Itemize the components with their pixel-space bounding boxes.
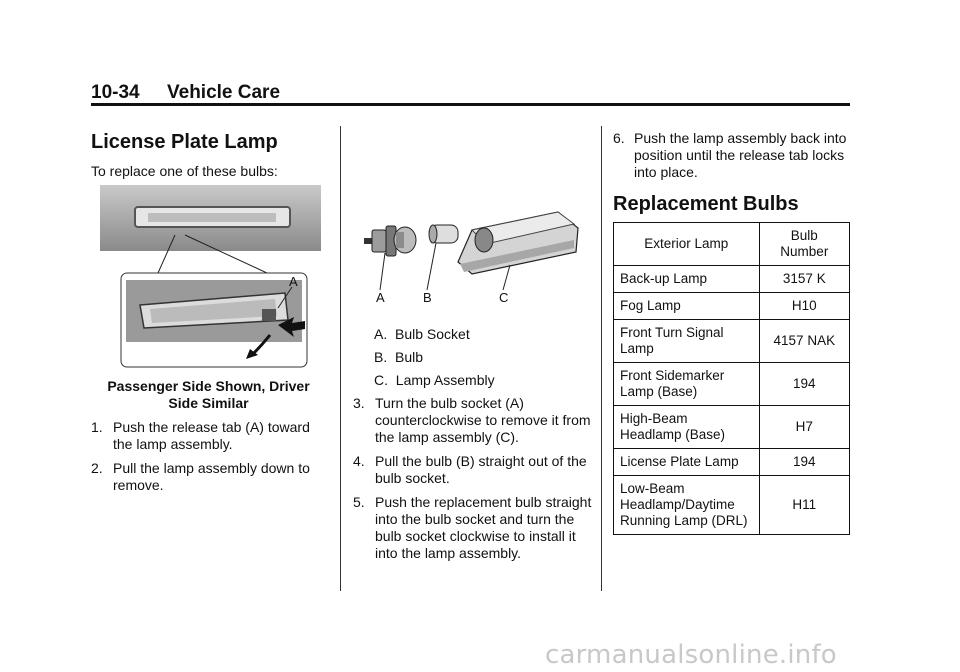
replacement-bulbs-table: [613, 222, 850, 535]
column-divider: [601, 126, 602, 591]
column-header: Bulb Number: [759, 223, 849, 266]
table-row: Front Turn Signal Lamp 4157 NAK: [614, 320, 850, 363]
step-text: Push the lamp assembly back into position until the release tab locks into place.: [634, 130, 847, 180]
step-number: 6.: [613, 130, 625, 146]
page-header: [91, 82, 280, 104]
figure-legend: [353, 326, 593, 389]
steps-1-2: [91, 419, 329, 494]
column-1: [91, 130, 326, 180]
section-heading: Replacement Bulbs: [613, 193, 799, 215]
step-item: [613, 130, 851, 181]
step-number: 5.: [353, 494, 365, 510]
step-number: 3.: [353, 395, 365, 411]
step-text: Turn the bulb socket (A) counterclockwise to remove it from the lamp assembly (C).: [375, 395, 591, 445]
caption-line: Side Similar: [168, 395, 249, 411]
page-number: 10-34: [91, 82, 140, 103]
step-text: Push the replacement bulb straight into the bulb socket and turn the bulb socket clockwise to install it into the lamp assembly.: [375, 494, 592, 561]
column-3: [613, 130, 851, 535]
step-number: 2.: [91, 460, 103, 476]
figure-callout-a: A: [289, 274, 298, 289]
bulb-assembly-figure: [360, 210, 585, 310]
column-divider: [340, 126, 341, 591]
caption-line: Passenger Side Shown, Driver: [107, 378, 310, 394]
figure-callout-b: B: [423, 290, 432, 305]
table-row: Front Sidemarker Lamp (Base) 194: [614, 363, 850, 406]
step-number: 4.: [353, 453, 365, 469]
table-row: Back-up Lamp 3157 K: [614, 266, 850, 293]
section-title: Vehicle Care: [167, 82, 281, 103]
step-text: Pull the lamp assembly down to remove.: [113, 460, 310, 493]
step-text: Push the release tab (A) toward the lamp assembly.: [113, 419, 310, 452]
license-plate-lamp-figure: [100, 185, 321, 371]
intro-text: To replace one of these bulbs:: [91, 163, 278, 179]
table-row: License Plate Lamp 194: [614, 449, 850, 476]
column-2: [353, 326, 593, 562]
step-text: Pull the bulb (B) straight out of the bulb socket.: [375, 453, 587, 486]
step-item: [353, 395, 593, 446]
table-row: Low-Beam Headlamp/Daytime Running Lamp (DRL) H11: [614, 476, 850, 535]
column-header: Exterior Lamp: [614, 223, 760, 266]
figure-caption: [91, 378, 326, 412]
figure-callout-c: C: [499, 290, 509, 305]
legend-item: B. Bulb: [374, 349, 424, 365]
legend-item: C. Lamp Assembly: [374, 372, 495, 388]
table-header-row: [614, 223, 850, 266]
step-item: [91, 460, 329, 494]
watermark: carmanualsonline.info: [545, 640, 837, 670]
table-row: High-Beam Headlamp (Base) H7: [614, 406, 850, 449]
step-item: [353, 494, 593, 562]
step-item: [353, 453, 593, 487]
step-number: 1.: [91, 419, 103, 435]
legend-item: A. Bulb Socket: [374, 326, 470, 342]
step-item: [91, 419, 329, 453]
table-row: Fog Lamp H10: [614, 293, 850, 320]
header-rule: [91, 103, 850, 106]
section-heading: License Plate Lamp: [91, 131, 278, 153]
figure-callout-a: A: [376, 290, 385, 305]
